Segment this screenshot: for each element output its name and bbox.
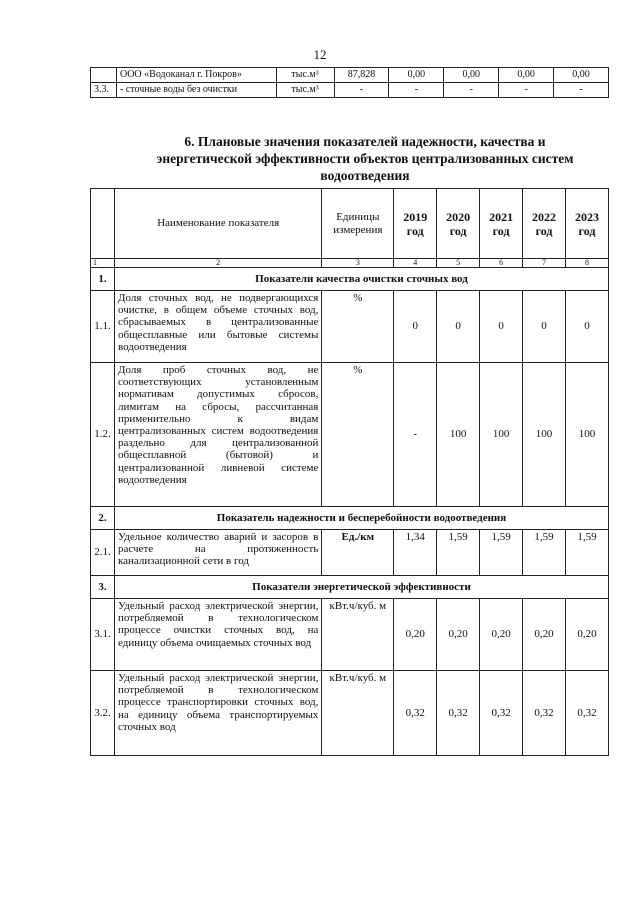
row-value: 0 [480,291,523,363]
row-name: Доля проб сточных вод, не соответствующих установленным нормативам допустимых сбросов, лимитам на сбросы, рассчитанная применительно к видам централизованных систем водоотведения раздельно для централизованной общесплавной (бытовой) и централизованной ливневой системе водоотведения [114,363,321,507]
row-value: 0,20 [437,599,480,671]
index-cell: 6 [480,259,523,268]
header-year: 2023 год [565,189,608,259]
section-number: 3. [91,576,115,599]
row-number: 3.2. [91,671,115,756]
section-number: 2. [91,507,115,530]
index-cell: 7 [523,259,566,268]
row-name: Удельный расход электрической энергии, потребляемой в технологическом процессе транспортировки сточных вод, на единицу объема транспортируемых сточных вод [114,671,321,756]
row-number: 1.1. [91,291,115,363]
section-row [91,268,609,291]
row-value: 0,20 [565,599,608,671]
row-value: 0 [523,291,566,363]
row-value: 1,59 [437,530,480,576]
index-cell: 1 [91,259,115,268]
row-value: - [394,363,437,507]
row-value: 1,59 [523,530,566,576]
indicators-table [90,188,609,756]
index-cell: 4 [394,259,437,268]
row-number [91,68,117,83]
row-name: Удельное количество аварий и засоров в расчете на протяженность канализационной сети в год [114,530,321,576]
row-value: 0,00 [554,68,609,83]
row-value: 0 [437,291,480,363]
header-unit: Единицы измерения [322,189,394,259]
row-number: 2.1. [91,530,115,576]
row-value: 0,00 [499,68,554,83]
row-value: 100 [437,363,480,507]
section-number: 1. [91,268,115,291]
row-value: 0 [565,291,608,363]
table-row [91,363,609,507]
row-value: 1,59 [565,530,608,576]
row-value: 0 [394,291,437,363]
row-value: 0,32 [523,671,566,756]
row-value: 0,32 [480,671,523,756]
row-value: 87,828 [334,68,389,83]
row-value: 1,34 [394,530,437,576]
header-name: Наименование показателя [114,189,321,259]
section-row [91,576,609,599]
row-value: 1,59 [480,530,523,576]
header-year: 2022 год [523,189,566,259]
index-cell: 3 [322,259,394,268]
table-row [91,671,609,756]
heading-line: водоотведения [320,168,410,183]
heading-line: 6. Плановые значения показателей надежности, качества и [184,134,546,149]
row-value: 0,00 [444,68,499,83]
row-unit: тыс.м³ [276,68,334,83]
row-name: - сточные воды без очистки [116,83,276,98]
heading-line: энергетической эффективности объектов централизованных систем [156,151,574,166]
row-value: - [444,83,499,98]
row-unit: % [322,291,394,363]
section-title: Показатель надежности и бесперебойности водоотведения [114,507,608,530]
row-unit: Ед./км [322,530,394,576]
index-cell: 2 [114,259,321,268]
page-number: 12 [313,47,327,62]
index-row [91,259,609,268]
section-row [91,507,609,530]
row-name: ООО «Водоканал г. Покров» [116,68,276,83]
row-value: 0,20 [523,599,566,671]
header-num [91,189,115,259]
row-unit: % [322,363,394,507]
row-value: 100 [523,363,566,507]
row-value: 0,32 [437,671,480,756]
row-value: - [554,83,609,98]
section-heading [140,133,590,184]
row-number: 3.3. [91,83,117,98]
row-value: - [389,83,444,98]
header-year: 2021 год [480,189,523,259]
row-unit: кВт.ч/куб. м [322,599,394,671]
header-year: 2020 год [437,189,480,259]
row-unit: тыс.м³ [276,83,334,98]
row-value: 100 [565,363,608,507]
row-value: 0,20 [394,599,437,671]
row-number: 3.1. [91,599,115,671]
table-row [91,68,609,83]
row-value: 0,32 [565,671,608,756]
row-value: 0,32 [394,671,437,756]
row-name: Удельный расход электрической энергии, потребляемой в технологическом процессе очистки сточных вод, на единицу объема очищаемых сточных вод [114,599,321,671]
row-unit: кВт.ч/куб. м [322,671,394,756]
row-value: 0,20 [480,599,523,671]
top-table [90,67,609,98]
row-value: - [499,83,554,98]
section-title: Показатели качества очистки сточных вод [114,268,608,291]
index-cell: 5 [437,259,480,268]
row-value: 0,00 [389,68,444,83]
header-year: 2019 год [394,189,437,259]
row-value: 100 [480,363,523,507]
row-value: - [334,83,389,98]
row-number: 1.2. [91,363,115,507]
table-row [91,530,609,576]
header-row [91,189,609,259]
table-row [91,599,609,671]
section-title: Показатели энергетической эффективности [114,576,608,599]
table-row [91,83,609,98]
table-row [91,291,609,363]
row-name: Доля сточных вод, не подвергающихся очистке, в общем объеме сточных вод, сбрасываемых в централизованные общесплавные или бытовые системы водоотведения [114,291,321,363]
index-cell: 8 [565,259,608,268]
